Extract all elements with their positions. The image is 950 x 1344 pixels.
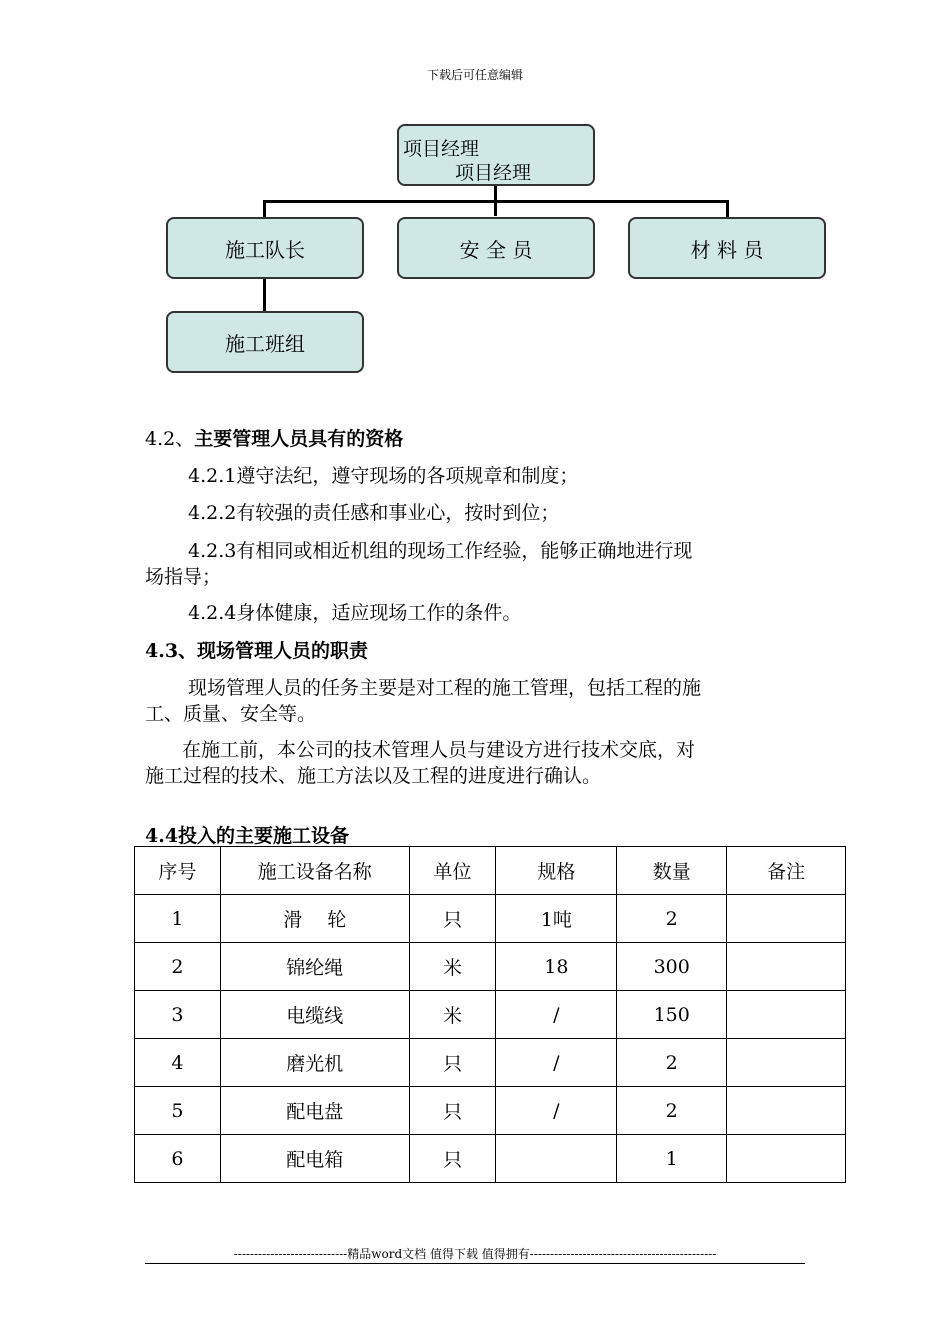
table-cell: 磨光机 — [220, 1039, 409, 1087]
table-cell — [727, 943, 846, 991]
org-connector — [726, 200, 729, 217]
qualification-item: 4.2.1遵守法纪，遵守现场的各项规章和制度； — [188, 465, 579, 487]
org-connector — [263, 200, 266, 217]
table-row — [135, 991, 846, 1039]
org-box-project-manager — [397, 124, 595, 186]
table-header-row — [135, 847, 846, 895]
section-44-heading: 4.4投入的主要施工设备 — [145, 825, 350, 847]
qualification-item: 4.2.2有较强的责任感和事业心，按时到位； — [188, 502, 560, 524]
table-cell: 2 — [135, 943, 221, 991]
column-header: 序号 — [135, 847, 221, 895]
qualification-item: 4.2.3有相同或相近机组的现场工作经验，能够正确地进行现 — [188, 540, 693, 562]
table-cell: 只 — [409, 895, 496, 943]
table-cell: 1吨 — [496, 895, 617, 943]
table-cell: 配电箱 — [220, 1135, 409, 1183]
table-cell: / — [496, 1039, 617, 1087]
table-cell — [496, 1135, 617, 1183]
footer-rule — [145, 1263, 805, 1264]
org-connector — [263, 200, 729, 203]
duty-paragraph-2: 在施工前，本公司的技术管理人员与建设方进行技术交底，对 — [182, 739, 696, 761]
table-cell — [727, 895, 846, 943]
duty-paragraph-1: 现场管理人员的任务主要是对工程的施工管理，包括工程的施 — [188, 677, 702, 699]
table-cell: 电缆线 — [220, 991, 409, 1039]
column-header: 施工设备名称 — [220, 847, 409, 895]
org-box-label: 项目经理 — [403, 138, 480, 160]
qualification-item: 4.2.4身体健康，适应现场工作的条件。 — [188, 602, 522, 624]
table-cell: 300 — [617, 943, 727, 991]
table-row — [135, 895, 846, 943]
table-cell: 滑 轮 — [220, 895, 409, 943]
org-connector — [263, 279, 266, 311]
table-cell — [727, 1039, 846, 1087]
section-42-heading — [145, 424, 403, 451]
table-cell: 1 — [617, 1135, 727, 1183]
table-cell: 2 — [617, 1087, 727, 1135]
duty-paragraph-2-cont: 施工过程的技术、施工方法以及工程的进度进行确认。 — [145, 765, 602, 787]
table-cell: 6 — [135, 1135, 221, 1183]
org-box-label: 项目经理 — [455, 162, 532, 184]
table-cell: 1 — [135, 895, 221, 943]
column-header: 备注 — [727, 847, 846, 895]
table-row — [135, 1087, 846, 1135]
table-cell: 锦纶绳 — [220, 943, 409, 991]
equipment-table — [134, 846, 846, 1183]
table-cell: 4 — [135, 1039, 221, 1087]
table-row — [135, 1135, 846, 1183]
table-cell — [727, 1135, 846, 1183]
table-cell: 配电盘 — [220, 1087, 409, 1135]
header-note: 下载后可任意编辑 — [426, 68, 523, 82]
section-42-heading-prefix: 4.2、 — [145, 428, 195, 450]
table-cell: 只 — [409, 1087, 496, 1135]
table-row — [135, 943, 846, 991]
table-cell: / — [496, 991, 617, 1039]
table-cell: 2 — [617, 1039, 727, 1087]
footer-text: ----------------------------精品word文档 值得下载 值得拥有---------------------------------------------- — [233, 1247, 717, 1261]
duty-paragraph-1-cont: 工、质量、安全等。 — [145, 703, 317, 725]
table-cell: 5 — [135, 1087, 221, 1135]
table-cell — [727, 991, 846, 1039]
table-cell: 米 — [409, 991, 496, 1039]
org-box-safety-officer: 安 全 员 — [397, 217, 595, 279]
column-header: 数量 — [617, 847, 727, 895]
column-header: 单位 — [409, 847, 496, 895]
table-cell: 2 — [617, 895, 727, 943]
table-cell: 只 — [409, 1135, 496, 1183]
org-box-team-leader: 施工队长 — [166, 217, 364, 279]
org-box-material-officer: 材 料 员 — [628, 217, 826, 279]
table-cell — [727, 1087, 846, 1135]
table-row — [135, 1039, 846, 1087]
table-cell: 只 — [409, 1039, 496, 1087]
table-cell: 150 — [617, 991, 727, 1039]
qualification-item-continued: 场指导； — [145, 566, 222, 588]
table-cell: 18 — [496, 943, 617, 991]
table-cell: / — [496, 1087, 617, 1135]
column-header: 规格 — [496, 847, 617, 895]
section-43-heading: 4.3、现场管理人员的职责 — [145, 640, 369, 662]
org-box-work-team: 施工班组 — [166, 311, 364, 373]
section-42-heading-text: 主要管理人员具有的资格 — [194, 428, 404, 450]
table-cell: 3 — [135, 991, 221, 1039]
table-cell: 米 — [409, 943, 496, 991]
